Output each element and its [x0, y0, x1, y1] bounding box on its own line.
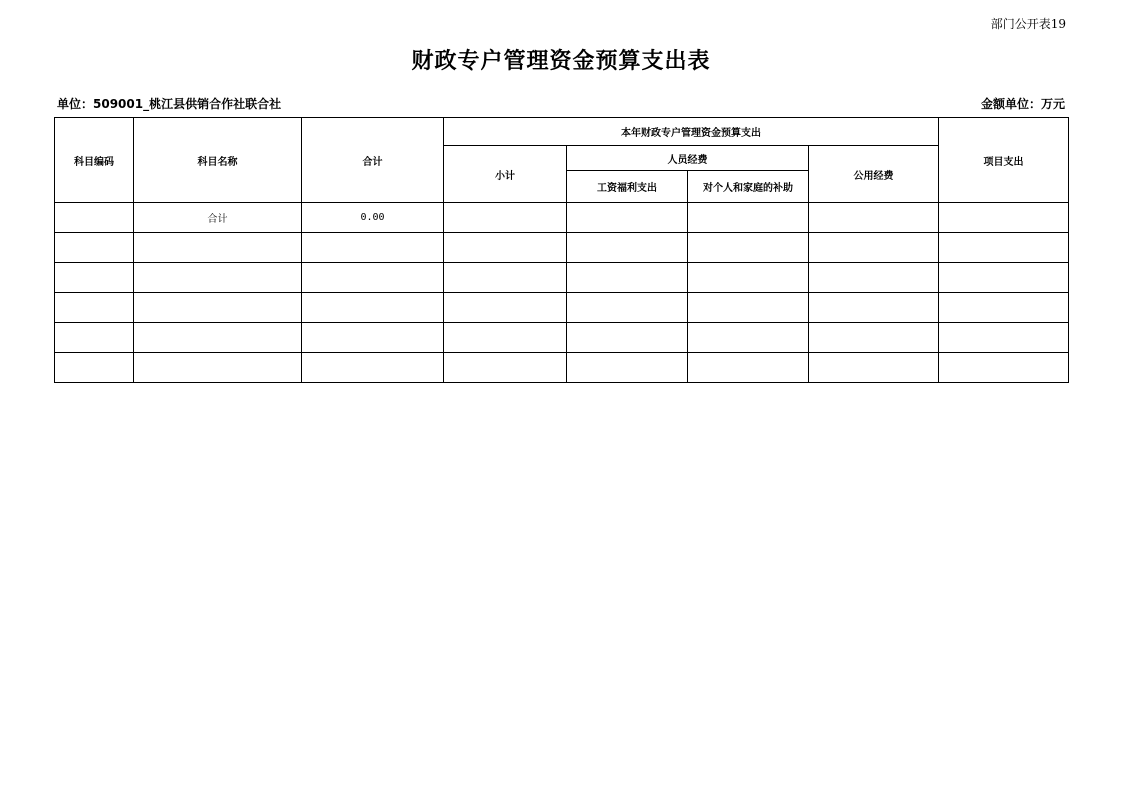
cell-public	[809, 323, 939, 353]
cell-name	[134, 233, 302, 263]
cell-project	[939, 263, 1069, 293]
cell-project	[939, 233, 1069, 263]
cell-code	[55, 263, 134, 293]
header-wage-welfare: 工资福利支出	[567, 171, 688, 203]
cell-subsidy	[688, 353, 809, 383]
cell-project	[939, 323, 1069, 353]
cell-wage	[567, 203, 688, 233]
cell-code	[55, 233, 134, 263]
page-title: 财政专户管理资金预算支出表	[411, 49, 711, 74]
table-row	[55, 293, 1069, 323]
cell-name	[134, 263, 302, 293]
cell-project	[939, 203, 1069, 233]
cell-subtotal	[444, 293, 567, 323]
cell-public	[809, 353, 939, 383]
table-row	[55, 323, 1069, 353]
header-personnel-group: 人员经费	[567, 146, 809, 171]
cell-subsidy	[688, 233, 809, 263]
amount-unit-label: 金额单位：万元	[980, 97, 1065, 111]
cell-subsidy	[688, 263, 809, 293]
cell-name: 合计	[134, 203, 302, 233]
cell-public	[809, 293, 939, 323]
cell-subtotal	[444, 323, 567, 353]
header-subject-code: 科目编码	[55, 118, 134, 203]
header-individual-family-subsidy: 对个人和家庭的补助	[688, 171, 809, 203]
cell-wage	[567, 263, 688, 293]
table-row	[55, 233, 1069, 263]
header-total: 合计	[302, 118, 444, 203]
cell-subsidy	[688, 203, 809, 233]
cell-code	[55, 353, 134, 383]
cell-project	[939, 293, 1069, 323]
cell-wage	[567, 323, 688, 353]
budget-table	[54, 117, 1069, 383]
cell-public	[809, 233, 939, 263]
cell-total	[302, 293, 444, 323]
cell-wage	[567, 233, 688, 263]
cell-wage	[567, 353, 688, 383]
header-project-expense: 项目支出	[939, 118, 1069, 203]
cell-subtotal	[444, 203, 567, 233]
table-row	[55, 263, 1069, 293]
cell-code	[55, 293, 134, 323]
cell-name	[134, 323, 302, 353]
header-subtotal: 小计	[444, 146, 567, 203]
cell-subtotal	[444, 233, 567, 263]
cell-code	[55, 323, 134, 353]
cell-public	[809, 203, 939, 233]
cell-total	[302, 353, 444, 383]
cell-total	[302, 233, 444, 263]
table-number-label: 部门公开表19	[990, 17, 1066, 31]
header-public-expense: 公用经费	[809, 146, 939, 203]
unit-name-label: 单位：509001_桃江县供销合作社联合社	[57, 97, 282, 111]
cell-name	[134, 293, 302, 323]
cell-total: 0.00	[302, 203, 444, 233]
cell-code	[55, 203, 134, 233]
table-row	[55, 353, 1069, 383]
cell-name	[134, 353, 302, 383]
cell-subtotal	[444, 353, 567, 383]
cell-subtotal	[444, 263, 567, 293]
cell-subsidy	[688, 293, 809, 323]
cell-subsidy	[688, 323, 809, 353]
cell-total	[302, 323, 444, 353]
cell-project	[939, 353, 1069, 383]
cell-total	[302, 263, 444, 293]
table-row	[55, 203, 1069, 233]
cell-public	[809, 263, 939, 293]
cell-wage	[567, 293, 688, 323]
header-subject-name: 科目名称	[134, 118, 302, 203]
header-current-year-group: 本年财政专户管理资金预算支出	[444, 118, 939, 146]
